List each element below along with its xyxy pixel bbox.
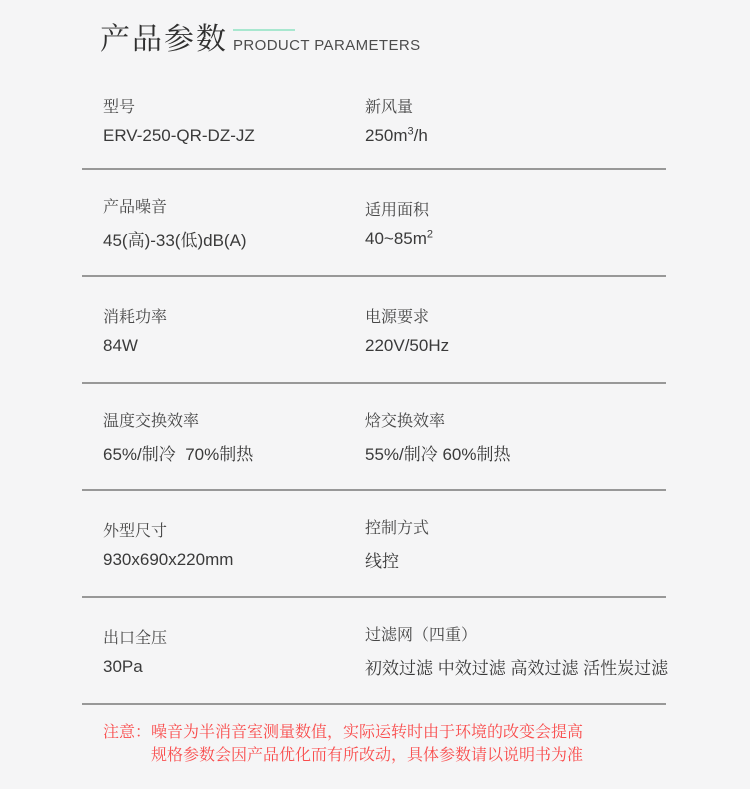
spec-label: 焓交换效率 <box>365 413 446 430</box>
spec-value: $40\sim 85m^2$ <box>365 227 434 248</box>
accent-line <box>233 29 295 31</box>
notice-line-1: 噪音为半消音室测量数值，实际运转时由于环境的改变会提高 <box>151 724 584 741</box>
spec-cell-applicable-area <box>365 197 666 249</box>
section-subtitle: PRODUCT PARAMETERS <box>233 37 421 54</box>
spec-cell-model <box>82 94 365 146</box>
spec-label: 过滤网（四重） <box>365 627 478 644</box>
spec-value: 930x690x220mm <box>103 549 234 569</box>
spec-cell-fresh-air-volume <box>365 94 666 146</box>
spec-value: 初效过滤 中效过滤 高效过滤 活性炭过滤 <box>365 659 669 678</box>
spec-cell-outlet-pressure <box>82 625 365 677</box>
notice-text <box>103 721 750 767</box>
spec-label: 新风量 <box>365 99 414 116</box>
spec-cell-temp-exchange-efficiency <box>82 408 365 465</box>
section-subtitle-wrap <box>233 29 421 58</box>
table-row <box>82 598 669 705</box>
spec-value: 84W <box>103 335 138 355</box>
spec-cell-dimensions <box>82 518 365 570</box>
section-header <box>0 0 750 58</box>
spec-label: 消耗功率 <box>103 308 168 326</box>
section-title: 产品参数 <box>100 23 228 56</box>
spec-label: 温度交换效率 <box>103 413 200 430</box>
spec-value: 30Pa <box>103 656 143 676</box>
table-row <box>82 491 666 598</box>
spec-value: 45(高)-33(低)dB(A) <box>103 231 247 250</box>
notice-lines <box>151 721 583 767</box>
spec-value: 55%/制冷 60%制热 <box>365 445 511 464</box>
spec-value: ERV-250-QR-DZ-JZ <box>103 126 255 145</box>
spec-value: 220V/50Hz <box>365 335 450 355</box>
spec-value: 65%/制冷 70%制热 <box>103 445 254 464</box>
spec-cell-power-consumption <box>82 304 365 356</box>
table-row <box>82 170 666 277</box>
table-row <box>82 277 666 384</box>
notice-line-2: 规格参数会因产品优化而有所改动，具体参数请以说明书为准 <box>151 747 584 764</box>
spec-cell-power-requirement <box>365 304 666 356</box>
spec-label: 电源要求 <box>365 308 430 326</box>
spec-label: 适用面积 <box>365 201 430 219</box>
table-row <box>82 72 666 170</box>
spec-cell-enthalpy-exchange-efficiency <box>365 408 666 465</box>
spec-value: $250m^3/h$ <box>365 125 428 145</box>
spec-label: 型号 <box>103 99 136 116</box>
spec-value: 线控 <box>365 552 399 571</box>
table-row <box>82 384 666 491</box>
spec-cell-control-mode <box>365 515 666 572</box>
notice-prefix: 注意： <box>103 724 152 741</box>
spec-label: 出口全压 <box>103 629 168 647</box>
spec-cell-noise <box>82 194 365 251</box>
spec-label: 控制方式 <box>365 520 430 537</box>
spec-table <box>82 72 669 705</box>
spec-label: 产品噪音 <box>103 199 168 216</box>
spec-label: 外型尺寸 <box>103 522 168 540</box>
spec-cell-filter <box>365 622 668 679</box>
